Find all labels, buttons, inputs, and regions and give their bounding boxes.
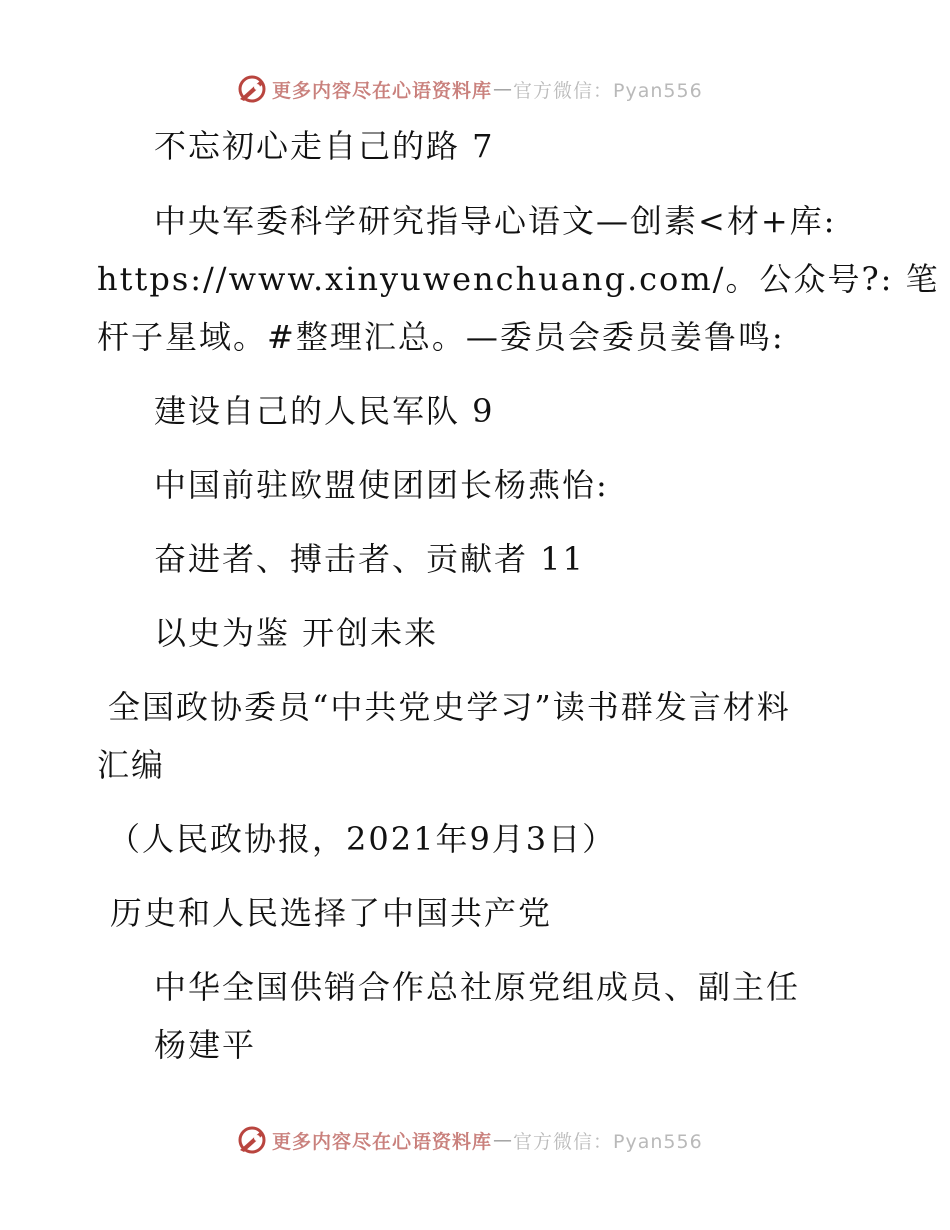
toc-line: 中央军委科学研究指导心语文—创素<材+库: — [154, 202, 837, 240]
toc-line: 建设自己的人民军队 9 — [154, 392, 495, 430]
watermark-dash: — — [493, 78, 513, 100]
toc-line: 中国前驻欧盟使团团长杨燕怡: — [154, 466, 609, 504]
pen-logo-icon — [236, 73, 268, 105]
toc-line: 奋进者、搏击者、贡献者 11 — [154, 540, 585, 578]
toc-line: 以史为鉴 开创未来 — [154, 614, 439, 652]
watermark-text: 更多内容尽在心语资料库 — [272, 79, 493, 102]
toc-line: 汇编 — [97, 746, 166, 784]
toc-line: （人民政协报，2021年9月3日） — [108, 820, 617, 858]
pen-logo-icon — [236, 1124, 268, 1156]
toc-line: 中华全国供销合作总社原党组成员、副主任 — [154, 968, 801, 1006]
toc-line: 杨建平 — [154, 1026, 257, 1064]
toc-line: https://www.xinyuwenchuang.com/。公众号?: 笔 — [97, 260, 940, 298]
toc-line: 杆子星域。#整理汇总。—委员会委员姜鲁鸣: — [97, 318, 785, 356]
watermark-dash: — — [493, 1129, 513, 1151]
watermark-contact: 官方微信：Pyan556 — [513, 79, 703, 102]
footer-watermark — [236, 1123, 703, 1157]
header-watermark — [236, 72, 703, 106]
watermark-text: 更多内容尽在心语资料库 — [272, 1130, 493, 1153]
toc-line: 全国政协委员“中共党史学习”读书群发言材料 — [108, 688, 791, 726]
watermark-contact: 官方微信：Pyan556 — [513, 1130, 703, 1153]
toc-line: 不忘初心走自己的路 7 — [154, 127, 495, 165]
toc-line: 历史和人民选择了中国共产党 — [110, 894, 553, 932]
